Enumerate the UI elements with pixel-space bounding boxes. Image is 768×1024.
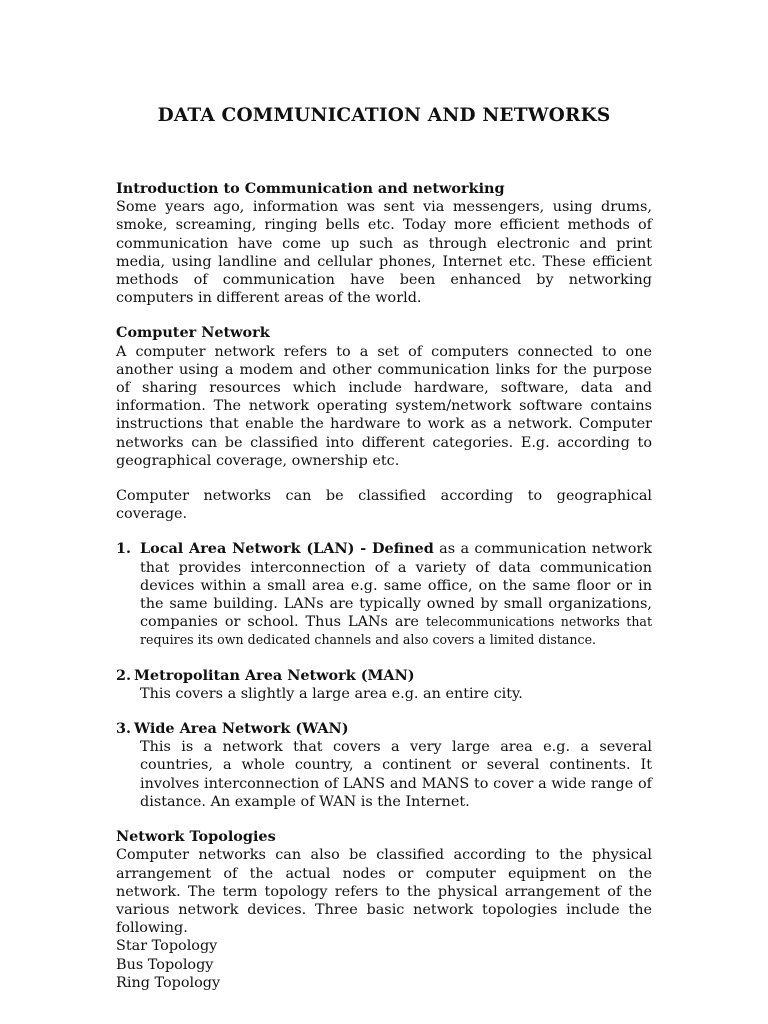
- classification-intro: Computer networks can be classified according to geographical coverage.: [116, 488, 652, 523]
- wan-title: Wide Area Network (WAN): [134, 720, 349, 738]
- list-item-wan: [116, 720, 652, 738]
- topology-item-ring: Ring Topology: [116, 974, 221, 991]
- man-title: Metropolitan Area Network (MAN): [134, 666, 415, 684]
- spacer: [116, 307, 652, 324]
- list-number: 1.: [116, 540, 132, 558]
- spacer: [116, 650, 652, 667]
- spacer: [116, 811, 652, 828]
- computer-network-heading: Computer Network: [116, 324, 270, 342]
- intro-heading: Introduction to Communication and networking: [116, 180, 505, 197]
- topologies-paragraph: Computer networks can also be classified according to the physical arrangement of the actual nodes or computer equipment on the network. The term topology refers to the physical arrangement of the various network devices. Three basic network topologies include the following.: [116, 847, 652, 937]
- topology-item-bus: Bus Topology: [116, 956, 214, 973]
- spacer: [116, 703, 652, 720]
- document-page: [116, 104, 652, 992]
- computer-network-paragraph: A computer network refers to a set of computers connected to one another using a modem and other communication links for the purpose of sharing resources which include hardware, software, data and information. The network operating system/network software contains instructions that enable the hardware to work as a network. Computer networks can be classified into different categories. E.g. according to geographical coverage, ownership etc.: [116, 343, 652, 469]
- intro-paragraph: Some years ago, information was sent via messengers, using drums, smoke, screaming, ringing bells etc. Today more efficient methods of communication have come up such as through electronic and print media, using landline and cellular phones, Internet etc. These efficient methods of communication have been enhanced by networking computers in different areas of the world.: [116, 199, 652, 307]
- list-number: 2.: [116, 666, 132, 684]
- list-item-lan: [116, 540, 652, 649]
- wan-description: This is a network that covers a very large area e.g. a several countries, a whole country, a continent or several continents. It involves interconnection of LANS and MANS to cover a wide range of distance. An example of WAN is the Internet.: [140, 739, 652, 810]
- topologies-heading: Network Topologies: [116, 828, 276, 846]
- spacer: [116, 523, 652, 540]
- list-item-man: [116, 667, 652, 685]
- list-number: 3.: [116, 720, 132, 738]
- lan-body-small: telecommunications networks that requires its own dedicated channels and also covers a limited distance.: [140, 614, 652, 648]
- lan-title: Local Area Network (LAN) - Defined: [140, 540, 434, 558]
- man-description: This covers a slightly a large area e.g. an entire city.: [140, 685, 523, 702]
- document-title: DATA COMMUNICATION AND NETWORKS: [157, 105, 611, 126]
- spacer: [116, 470, 652, 487]
- topology-item-star: Star Topology: [116, 938, 218, 955]
- lan-description: [140, 540, 652, 649]
- lan-body: as a communication network that provides interconnection of a variety of data communication devices within a small area e.g. same office, on the same floor or in the same building. LANs are typically owned by small organizations, companies or school. Thus LANs are: [140, 541, 652, 631]
